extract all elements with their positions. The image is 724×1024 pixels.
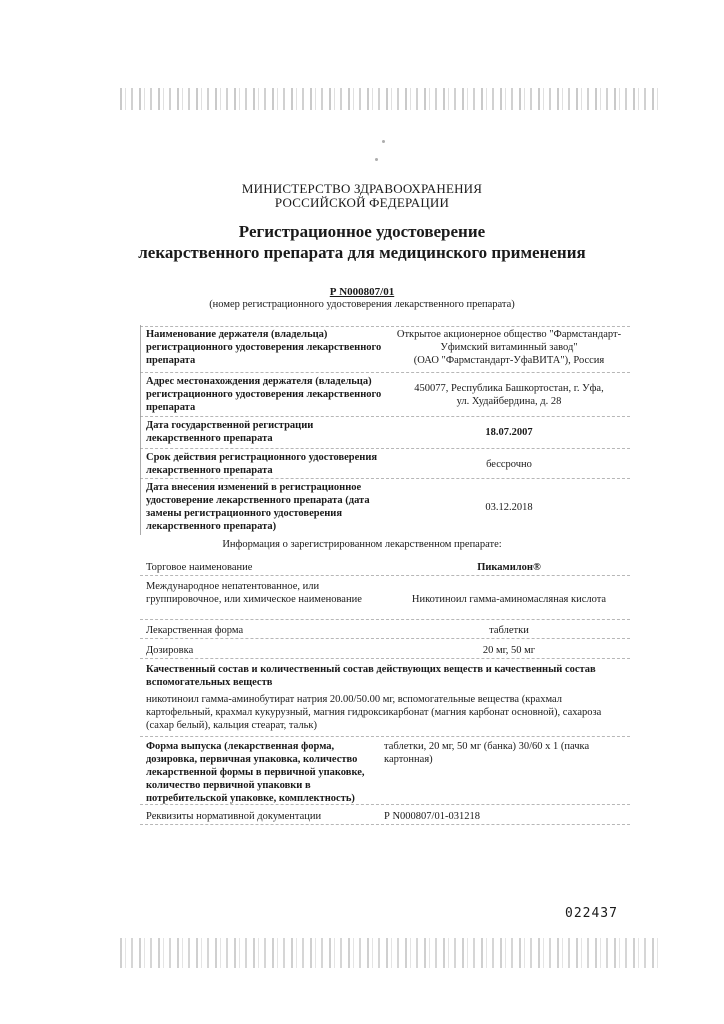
divider <box>140 658 630 659</box>
form-label: Лекарственная форма <box>146 625 244 636</box>
composition-label: Качественный состав и количественный состав действующих веществ и качественный состав вспомогательных веществ <box>146 664 596 688</box>
validity-label: Срок действия регистрационного удостоверения лекарственного препарата <box>146 452 378 476</box>
validity-value: бессрочно <box>486 459 532 470</box>
drug-info-header: Информация о зарегистрированном лекарственном препарате: <box>222 539 502 550</box>
address-value-line-1: 450077, Республика Башкортостан, г. Уфа, <box>414 383 604 394</box>
state-reg-date-value: 18.07.2007 <box>485 427 533 438</box>
divider <box>140 448 630 449</box>
release-label: Форма выпуска (лекарственная форма, дозировка, первичная упаковка, количество лекарственной формы в первичной упаковке, количество первичной упаковки в потребительской упаковке, комплектность) <box>146 741 365 804</box>
dosage-label: Дозировка <box>146 645 194 656</box>
divider <box>140 619 630 620</box>
registration-number-caption: (номер регистрационного удостоверения лекарственного препарата) <box>209 299 515 310</box>
table-border-left <box>140 325 141 535</box>
divider <box>140 804 630 805</box>
holder-value-line-3: (ОАО "Фармстандарт-УфаВИТА"), Россия <box>413 355 605 366</box>
ministry-line-2: РОССИЙСКОЙ ФЕДЕРАЦИИ <box>274 195 450 210</box>
release-value: таблетки, 20 мг, 50 мг (банка) 30/60 x 1 (пачка картонная) <box>384 741 590 765</box>
ministry-line-1: МИНИСТЕРСТВО ЗДРАВООХРАНЕНИЯ <box>241 181 483 196</box>
normdoc-value: Р N000807/01-031218 <box>384 811 480 822</box>
changes-date-label: Дата внесения изменений в регистрационное удостоверение лекарственного препарата (дата замены регистрационного удостоверения лекарственного препарата) <box>146 482 370 532</box>
dosage-value: 20 мг, 50 мг <box>482 645 536 656</box>
registration-number: Р N000807/01 <box>329 286 395 298</box>
changes-date-value: 03.12.2018 <box>485 502 533 513</box>
divider <box>140 575 630 576</box>
holder-label: Наименование держателя (владельца) регистрационного удостоверения лекарственного препарата <box>146 329 382 366</box>
trade-name-value: Пикамилон® <box>477 562 541 573</box>
document-title-line-1: Регистрационное удостоверение <box>238 222 486 241</box>
serial-number: 022437 <box>565 906 618 921</box>
document-title-line-2: лекарственного препарата для медицинского применения <box>138 243 586 262</box>
inn-value: Никотиноил гамма-аминомасляная кислота <box>411 594 607 605</box>
form-value: таблетки <box>489 625 529 636</box>
address-value <box>384 382 634 408</box>
state-reg-date-label: Дата государственной регистрации лекарственного препарата <box>146 420 314 444</box>
holder-value-line-1: Открытое акционерное общество "Фармстандарт- <box>396 329 622 340</box>
divider <box>140 736 630 737</box>
trade-name-label: Торговое наименование <box>146 562 253 573</box>
divider <box>140 824 630 825</box>
address-label: Адрес местонахождения держателя (владельца) регистрационного удостоверения лекарственного препарата <box>146 376 382 413</box>
normdoc-label: Реквизиты нормативной документации <box>146 811 322 822</box>
inn-label: Международное непатентованное, или группировочное, или химическое наименование <box>146 581 362 605</box>
holder-value <box>384 328 634 367</box>
divider <box>140 416 630 417</box>
divider <box>140 326 630 327</box>
scan-noise-top <box>120 88 660 110</box>
address-value-line-2: ул. Худайбердина, д. 28 <box>456 396 562 407</box>
divider <box>140 372 630 373</box>
scan-noise-bottom <box>120 938 660 968</box>
ministry-name <box>0 182 724 210</box>
divider <box>140 638 630 639</box>
composition-value: никотиноил гамма-аминобутират натрия 20.00/50.00 мг, вспомогательные вещества (крахмал картофельный, крахмал кукурузный, магния гидроксикарбонат (магния карбонат основной), сахароза (сахар белый), кальция стеарат, тальк) <box>146 694 602 731</box>
holder-value-line-2: Уфимский витаминный завод" <box>440 342 578 353</box>
scan-speck <box>382 140 385 143</box>
scan-speck <box>375 158 378 161</box>
divider <box>140 478 630 479</box>
